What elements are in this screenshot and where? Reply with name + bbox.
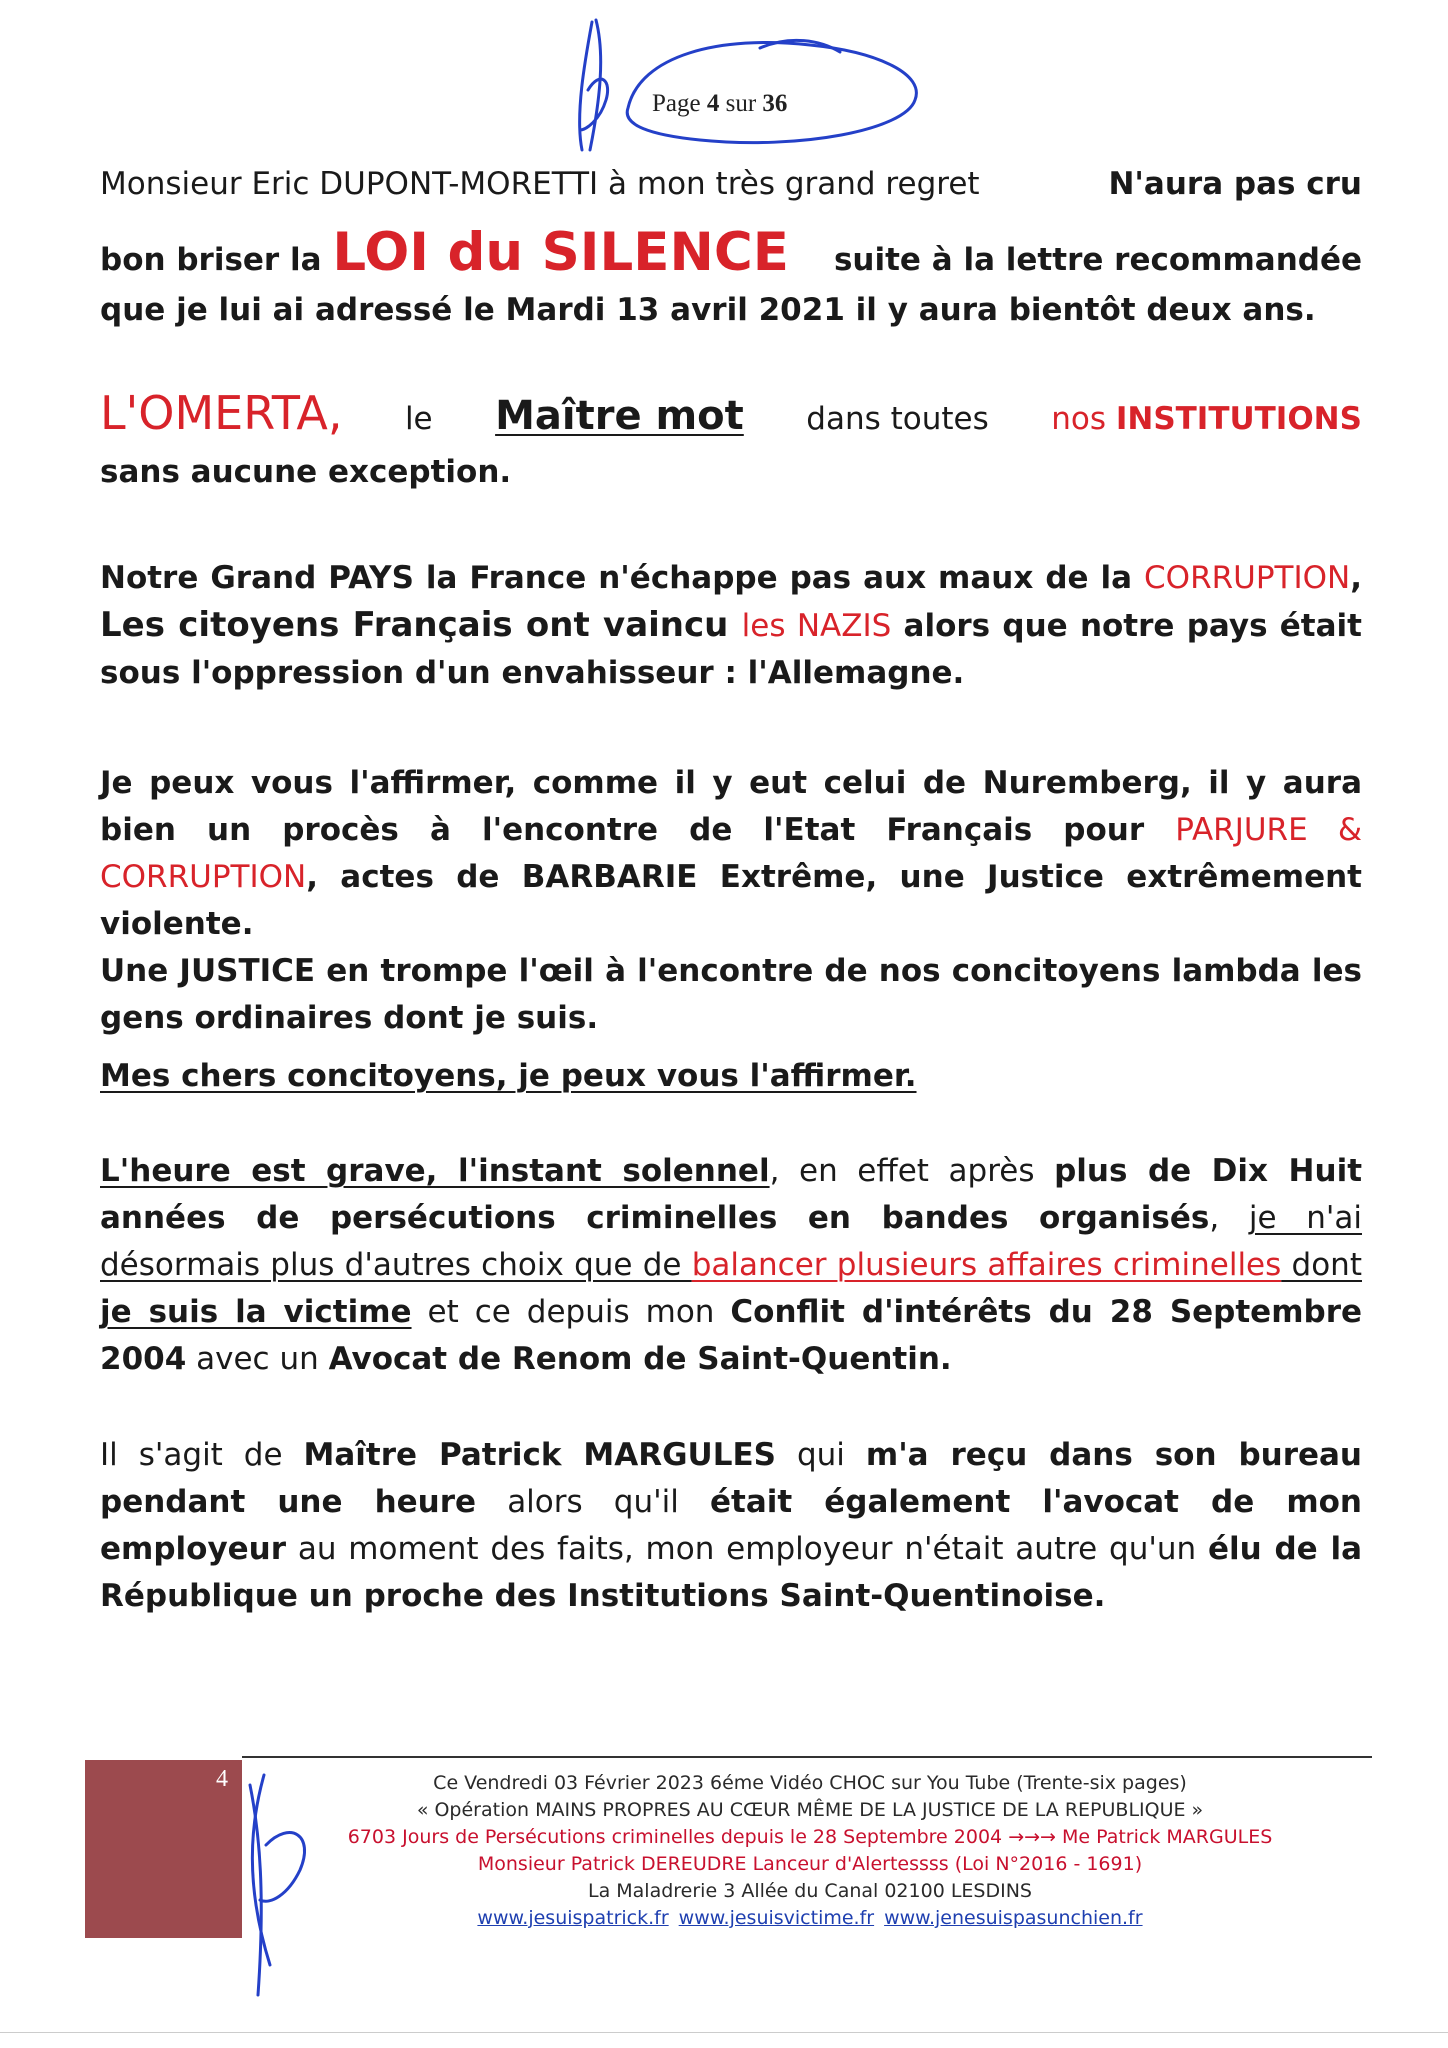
- footer-links: [280, 1905, 1340, 1932]
- paragraph-margules: Il s'agit de Maître Patrick MARGULES qui m'a reçu dans son bureau pendant une heure alors qu'il était également l'avocat de mon employeur au moment des faits, mon employeur n'était autre qu'un élu de la République un proche des Institutions Saint-Quentinoise.: [100, 1437, 1363, 1614]
- paragraph-heure-grave: L'heure est grave, l'instant solennel, en effet après plus de Dix Huit années de persécutions criminelles en bandes organisés, je n'ai désormais plus d'autres choix que de balancer plusieurs affaires criminelles dont je suis la victime et ce depuis mon Conflit d'intérêts du 28 Septembre 2004 avec un Avocat de Renom de Saint-Quentin.: [100, 1153, 1363, 1377]
- bottom-rule: [0, 2032, 1448, 2033]
- footer-rule: [242, 1756, 1372, 1758]
- paragraph-concitoyens: Mes chers concitoyens, je peux vous l'affirmer.: [100, 1058, 917, 1094]
- footer-page-box: 4: [85, 1760, 242, 1938]
- footer-line-operation: « Opération MAINS PROPRES AU CŒUR MÊME DE LA JUSTICE DE LA REPUBLIQUE »: [416, 1799, 1204, 1821]
- footer-line-address: La Maladrerie 3 Allée du Canal 02100 LESDINS: [588, 1880, 1032, 1902]
- page-number: Page 4 sur 36: [652, 90, 788, 117]
- paragraph-corruption: Notre Grand PAYS la France n'échappe pas aux maux de la CORRUPTION, Les citoyens Français ont vaincu les NAZIS alors que notre pays était sous l'oppression d'un envahisseur : l'Allemagne.: [100, 560, 1362, 691]
- footer-line-author: Monsieur Patrick DEREUDRE Lanceur d'Alertessss (Loi N°2016 - 1691): [477, 1853, 1143, 1875]
- paragraph-proces: Je peux vous l'affirmer, comme il y eut celui de Nuremberg, il y aura bien un procès à l'encontre de l'Etat Français pour PARJURE & CORRUPTION, actes de BARBARIE Extrême, une Justice extrêmement violente. Une JUSTICE en trompe l'œil à l'encontre de nos concitoyens lambda les gens ordinaires dont je suis.: [100, 765, 1362, 1036]
- paragraph-omerta: L'OMERTA, le Maître mot dans toutes nos INSTITUTIONS sans aucune exception.: [100, 386, 1362, 490]
- link-jesuispatrick[interactable]: www.jesuispatrick.fr: [477, 1907, 669, 1929]
- link-jenesuispasunchien[interactable]: www.jenesuispasunchien.fr: [884, 1907, 1143, 1929]
- paragraph-silence: Monsieur Eric DUPONT-MORETTI à mon très grand regret N'aura pas cru bon briser la LOI du SILENCE suite à la lettre recommandée que je lui ai adressé le Mardi 13 avril 2021 il y aura bientôt deux ans.: [100, 166, 1362, 328]
- link-jesuisvictime[interactable]: www.jesuisvictime.fr: [678, 1907, 875, 1929]
- footer-line-days: 6703 Jours de Persécutions criminelles depuis le 28 Septembre 2004 →→→ Me Patrick MARGULES: [347, 1826, 1273, 1848]
- footer-line-date: Ce Vendredi 03 Février 2023 6éme Vidéo CHOC sur You Tube (Trente-six pages): [433, 1772, 1187, 1794]
- footer-text: [280, 1770, 1340, 1932]
